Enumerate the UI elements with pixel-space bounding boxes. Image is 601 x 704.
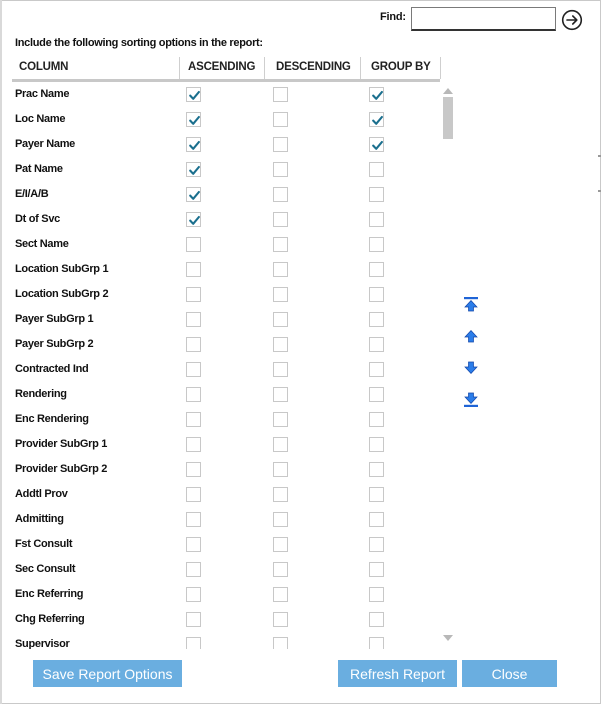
scroll-up-arrow-icon[interactable] bbox=[441, 85, 455, 97]
descending-checkbox[interactable] bbox=[273, 337, 288, 352]
header-divider bbox=[179, 57, 180, 79]
row-label: E/I/A/B bbox=[15, 188, 49, 200]
descending-checkbox[interactable] bbox=[273, 287, 288, 302]
move-up-icon[interactable] bbox=[463, 328, 479, 344]
descending-checkbox[interactable] bbox=[273, 112, 288, 127]
ascending-checkbox[interactable] bbox=[186, 87, 201, 102]
ascending-checkbox[interactable] bbox=[186, 112, 201, 127]
table-row bbox=[12, 509, 442, 534]
ascending-checkbox[interactable] bbox=[186, 137, 201, 152]
row-label: Provider SubGrp 1 bbox=[15, 438, 108, 450]
descending-checkbox[interactable] bbox=[273, 612, 288, 627]
grid-header bbox=[12, 57, 440, 82]
checkmark-icon bbox=[187, 188, 202, 203]
row-label: Admitting bbox=[15, 513, 64, 525]
row-label: Sect Name bbox=[15, 238, 69, 250]
descending-checkbox[interactable] bbox=[273, 412, 288, 427]
table-row bbox=[12, 209, 442, 234]
descending-checkbox[interactable] bbox=[273, 312, 288, 327]
ascending-checkbox[interactable] bbox=[186, 387, 201, 402]
descending-checkbox[interactable] bbox=[273, 187, 288, 202]
table-row bbox=[12, 309, 442, 334]
descending-checkbox[interactable] bbox=[273, 587, 288, 602]
descending-checkbox[interactable] bbox=[273, 212, 288, 227]
ascending-checkbox[interactable] bbox=[186, 237, 201, 252]
row-label: Supervisor bbox=[15, 638, 70, 649]
ascending-checkbox[interactable] bbox=[186, 212, 201, 227]
group-by-checkbox[interactable] bbox=[369, 337, 384, 352]
table-row bbox=[12, 184, 442, 209]
group-by-checkbox[interactable] bbox=[369, 362, 384, 377]
table-row bbox=[12, 234, 442, 259]
table-row bbox=[12, 334, 442, 359]
group-by-checkbox[interactable] bbox=[369, 112, 384, 127]
row-label: Enc Rendering bbox=[15, 413, 89, 425]
descending-checkbox[interactable] bbox=[273, 487, 288, 502]
group-by-checkbox[interactable] bbox=[369, 212, 384, 227]
scroll-down-arrow-icon[interactable] bbox=[441, 632, 455, 644]
descending-checkbox[interactable] bbox=[273, 562, 288, 577]
group-by-checkbox[interactable] bbox=[369, 437, 384, 452]
table-row bbox=[12, 484, 442, 509]
group-by-checkbox[interactable] bbox=[369, 512, 384, 527]
row-label: Provider SubGrp 2 bbox=[15, 463, 108, 475]
table-row bbox=[12, 159, 442, 184]
intro-text: Include the following sorting options in the report: bbox=[15, 37, 263, 49]
table-row bbox=[12, 284, 442, 309]
header-divider bbox=[264, 57, 265, 79]
group-by-checkbox[interactable] bbox=[369, 387, 384, 402]
group-by-checkbox[interactable] bbox=[369, 162, 384, 177]
find-label: Find: bbox=[380, 11, 406, 23]
scrollbar-thumb[interactable] bbox=[443, 97, 453, 139]
group-by-checkbox[interactable] bbox=[369, 237, 384, 252]
row-label: Payer SubGrp 1 bbox=[15, 313, 94, 325]
row-label: Loc Name bbox=[15, 113, 66, 125]
ascending-checkbox[interactable] bbox=[186, 162, 201, 177]
row-label: Contracted Ind bbox=[15, 363, 89, 375]
checkmark-icon bbox=[370, 113, 385, 128]
descending-checkbox[interactable] bbox=[273, 362, 288, 377]
table-row bbox=[12, 584, 442, 609]
row-label: Location SubGrp 1 bbox=[15, 263, 109, 275]
find-input[interactable] bbox=[411, 7, 556, 31]
group-by-checkbox[interactable] bbox=[369, 537, 384, 552]
group-by-checkbox[interactable] bbox=[369, 562, 384, 577]
descending-checkbox[interactable] bbox=[273, 512, 288, 527]
descending-checkbox[interactable] bbox=[273, 637, 288, 649]
move-down-icon[interactable] bbox=[463, 360, 479, 376]
table-row bbox=[12, 409, 442, 434]
row-label: Enc Referring bbox=[15, 588, 84, 600]
descending-checkbox[interactable] bbox=[273, 537, 288, 552]
group-by-checkbox[interactable] bbox=[369, 262, 384, 277]
header-column: COLUMN bbox=[19, 61, 69, 73]
header-group-by: GROUP BY bbox=[371, 61, 431, 73]
row-label: Addtl Prov bbox=[15, 488, 68, 500]
table-row bbox=[12, 434, 442, 459]
checkmark-icon bbox=[187, 113, 202, 128]
ascending-checkbox[interactable] bbox=[186, 187, 201, 202]
table-row bbox=[12, 84, 442, 109]
table-row bbox=[12, 109, 442, 134]
sorting-grid bbox=[12, 57, 442, 649]
table-row bbox=[12, 259, 442, 284]
group-by-checkbox[interactable] bbox=[369, 487, 384, 502]
ascending-checkbox[interactable] bbox=[186, 562, 201, 577]
checkmark-icon bbox=[187, 163, 202, 178]
checkmark-icon bbox=[187, 138, 202, 153]
group-by-checkbox[interactable] bbox=[369, 137, 384, 152]
ascending-checkbox[interactable] bbox=[186, 637, 201, 649]
ascending-checkbox[interactable] bbox=[186, 512, 201, 527]
header-divider bbox=[360, 57, 361, 79]
ascending-checkbox[interactable] bbox=[186, 262, 201, 277]
ascending-checkbox[interactable] bbox=[186, 462, 201, 477]
row-label: Dt of Svc bbox=[15, 213, 60, 225]
header-descending: DESCENDING bbox=[276, 61, 351, 73]
move-to-top-icon[interactable] bbox=[463, 296, 479, 312]
row-label: Payer SubGrp 2 bbox=[15, 338, 94, 350]
descending-checkbox[interactable] bbox=[273, 87, 288, 102]
ascending-checkbox[interactable] bbox=[186, 587, 201, 602]
table-row bbox=[12, 384, 442, 409]
ascending-checkbox[interactable] bbox=[186, 287, 201, 302]
row-label: Rendering bbox=[15, 388, 67, 400]
descending-checkbox[interactable] bbox=[273, 237, 288, 252]
row-label: Payer Name bbox=[15, 138, 75, 150]
group-by-checkbox[interactable] bbox=[369, 637, 384, 649]
ascending-checkbox[interactable] bbox=[186, 437, 201, 452]
checkmark-icon bbox=[370, 138, 385, 153]
move-to-bottom-icon[interactable] bbox=[463, 392, 479, 408]
group-by-checkbox[interactable] bbox=[369, 287, 384, 302]
ascending-checkbox[interactable] bbox=[186, 312, 201, 327]
group-by-checkbox[interactable] bbox=[369, 87, 384, 102]
descending-checkbox[interactable] bbox=[273, 162, 288, 177]
group-by-checkbox[interactable] bbox=[369, 587, 384, 602]
row-label: Fst Consult bbox=[15, 538, 73, 550]
ascending-checkbox[interactable] bbox=[186, 337, 201, 352]
ascending-checkbox[interactable] bbox=[186, 537, 201, 552]
descending-checkbox[interactable] bbox=[273, 387, 288, 402]
find-go-icon[interactable] bbox=[561, 9, 583, 31]
table-row bbox=[12, 359, 442, 384]
row-label: Chg Referring bbox=[15, 613, 85, 625]
row-label: Prac Name bbox=[15, 88, 70, 100]
table-row bbox=[12, 609, 442, 634]
table-row bbox=[12, 134, 442, 159]
close-button[interactable]: Close bbox=[462, 660, 557, 687]
descending-checkbox[interactable] bbox=[273, 137, 288, 152]
row-label: Pat Name bbox=[15, 163, 63, 175]
save-report-options-button[interactable]: Save Report Options bbox=[33, 660, 182, 687]
descending-checkbox[interactable] bbox=[273, 462, 288, 477]
checkmark-icon bbox=[187, 213, 202, 228]
ascending-checkbox[interactable] bbox=[186, 362, 201, 377]
descending-checkbox[interactable] bbox=[273, 262, 288, 277]
table-row bbox=[12, 534, 442, 559]
table-row bbox=[12, 634, 442, 649]
header-ascending: ASCENDING bbox=[188, 61, 256, 73]
header-divider bbox=[440, 57, 441, 79]
refresh-report-button[interactable]: Refresh Report bbox=[338, 660, 457, 687]
group-by-checkbox[interactable] bbox=[369, 312, 384, 327]
group-by-checkbox[interactable] bbox=[369, 462, 384, 477]
row-label: Location SubGrp 2 bbox=[15, 288, 109, 300]
table-row bbox=[12, 559, 442, 584]
group-by-checkbox[interactable] bbox=[369, 187, 384, 202]
descending-checkbox[interactable] bbox=[273, 437, 288, 452]
group-by-checkbox[interactable] bbox=[369, 412, 384, 427]
ascending-checkbox[interactable] bbox=[186, 487, 201, 502]
ascending-checkbox[interactable] bbox=[186, 612, 201, 627]
checkmark-icon bbox=[370, 88, 385, 103]
group-by-checkbox[interactable] bbox=[369, 612, 384, 627]
left-edge bbox=[0, 0, 2, 704]
grid-rows bbox=[12, 84, 442, 649]
table-row bbox=[12, 459, 442, 484]
checkmark-icon bbox=[187, 88, 202, 103]
row-label: Sec Consult bbox=[15, 563, 76, 575]
ascending-checkbox[interactable] bbox=[186, 412, 201, 427]
